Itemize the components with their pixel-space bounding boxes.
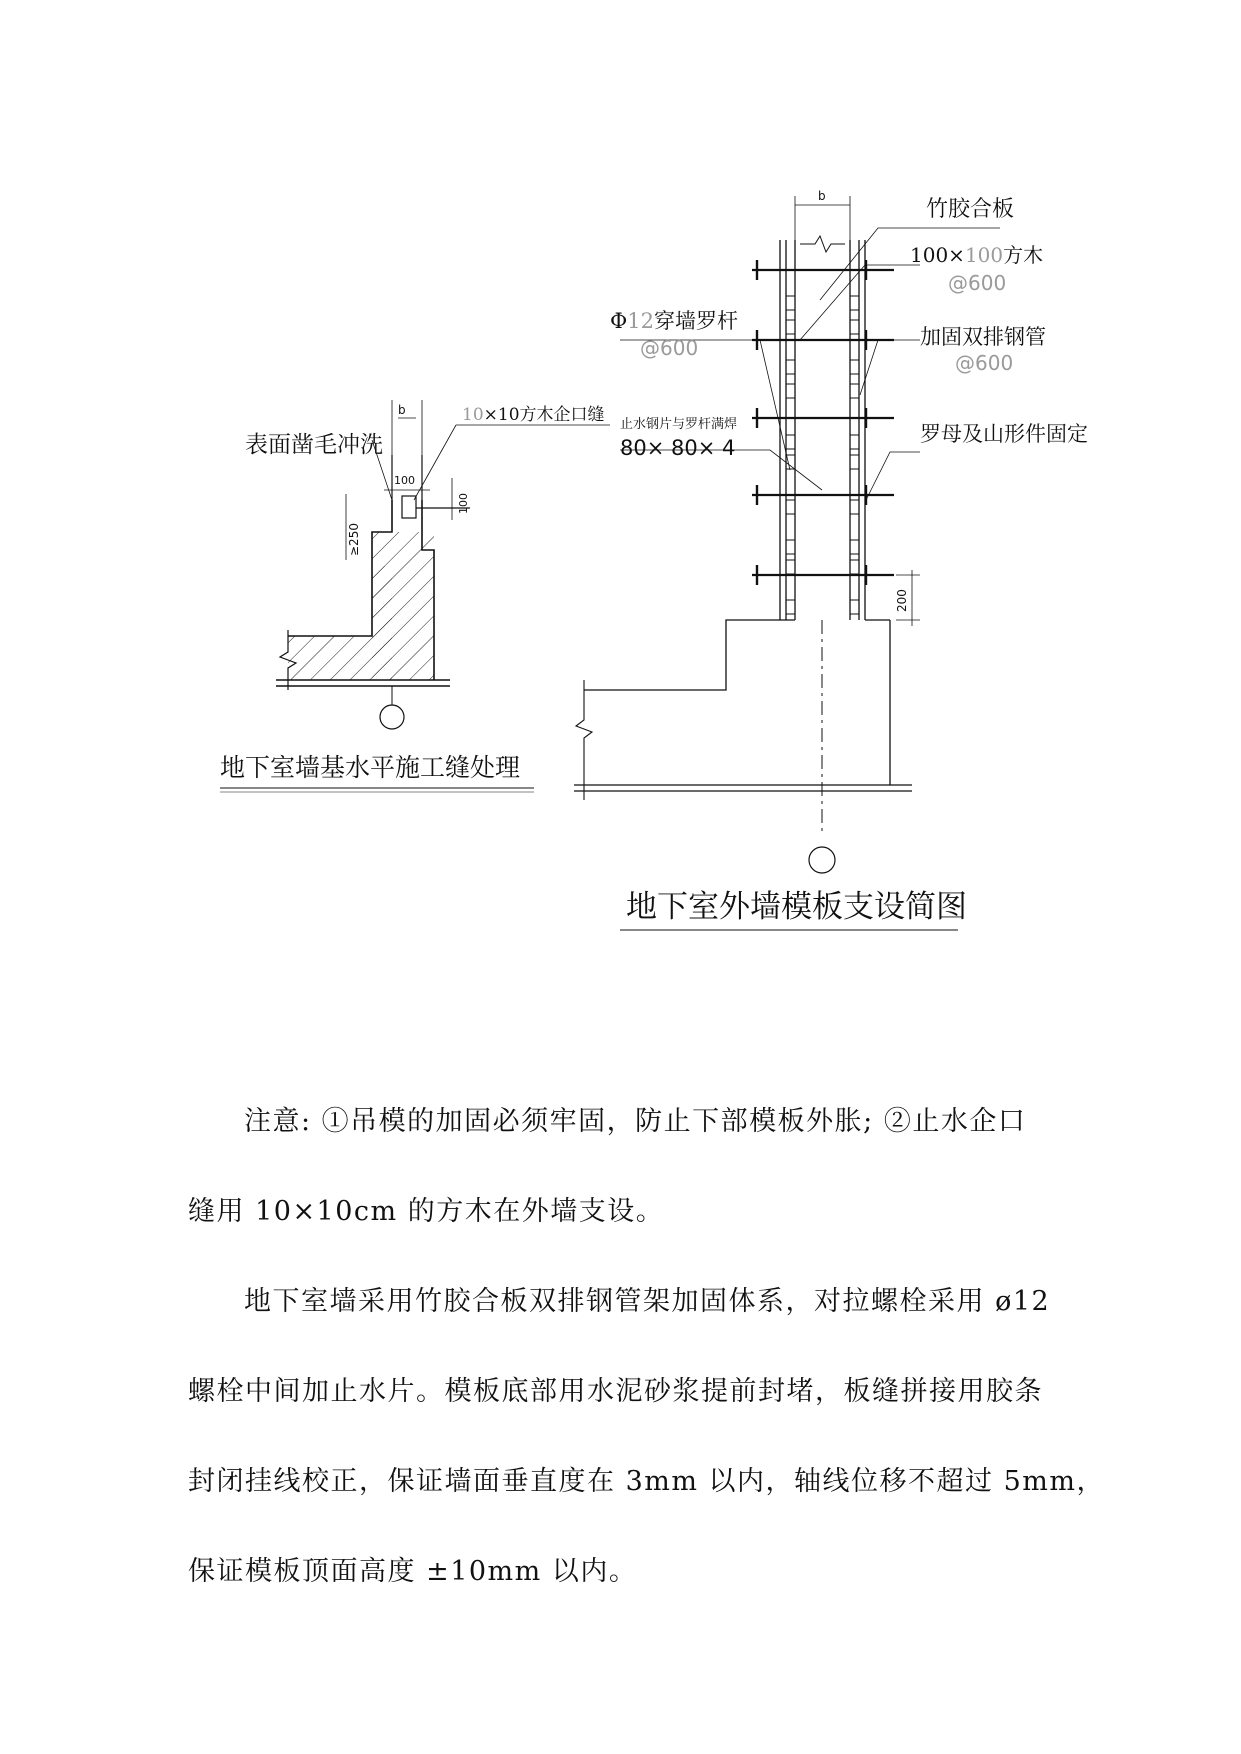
paragraph-note [188,1077,1050,1257]
paragraph-formwork-line-1: 地下室墙采用竹胶合板双排钢管架加固体系，对拉螺栓采用 ø12 [244,1286,1051,1317]
label-plywood: 竹胶合板 [926,197,1015,222]
label-timber [910,243,1043,267]
label-timber-joint [462,405,605,425]
paragraph-formwork-line-3: 封闭挂线校正，保证墙面垂直度在 3mm 以内，轴线位移不超过 5mm， [188,1466,1106,1497]
label-timber-grey: 100 [964,243,1004,267]
label-rod-prefix: Φ [610,309,628,333]
title-left: 地下室墙基水平施工缝处理 [220,753,521,782]
left-drawing [220,400,610,792]
label-timber-suffix: 方木 [1003,243,1044,267]
paragraph-note-line-2: 缝用 10×10cm 的方木在外墙支设。 [188,1196,665,1227]
label-timber-joint-text: ×10方木企口缝 [483,405,605,425]
label-dim-b-right: b [818,189,826,203]
label-dim-b-left: b [398,403,406,417]
label-timber-a: 100× [910,243,965,267]
paragraph-note-line-1: 注意: ①吊模的加固必须牢固，防止下部模板外胀; ②止水企口 [244,1106,1027,1137]
paragraph-formwork-line-4: 保证模板顶面高度 ±10mm 以内。 [188,1556,638,1587]
label-pipe: 加固双排钢管 [920,325,1046,349]
label-waterstop-note: 止水钢片与罗杆满焊 [620,417,738,432]
label-pipe-spacing: @600 [955,351,1014,375]
label-rod-text: 穿墙罗杆 [653,309,738,333]
label-timber-joint-grey: 10 [462,405,484,425]
title-right: 地下室外墙模板支设简图 [626,889,967,925]
paragraph-formwork [188,1257,1106,1617]
label-dim-100-h: 100 [394,474,415,487]
label-dim-100-v: 100 [457,493,470,514]
label-nut: 罗母及山形件固定 [920,422,1088,446]
label-dim-250: ≥250 [347,523,361,556]
label-rod-spacing: @600 [640,336,699,360]
label-rod-grey: 12 [627,309,654,333]
label-dim-200: 200 [895,589,909,612]
paragraph-formwork-line-2: 螺栓中间加止水片。模板底部用水泥砂浆提前封堵，板缝拼接用胶条 [188,1376,1043,1407]
right-drawing [574,189,1088,930]
label-rod [610,309,738,333]
label-timber-spacing: @600 [948,271,1007,295]
label-surface: 表面凿毛冲洗 [245,432,383,458]
label-waterstop-size: 80× 80× 4 [620,436,736,460]
